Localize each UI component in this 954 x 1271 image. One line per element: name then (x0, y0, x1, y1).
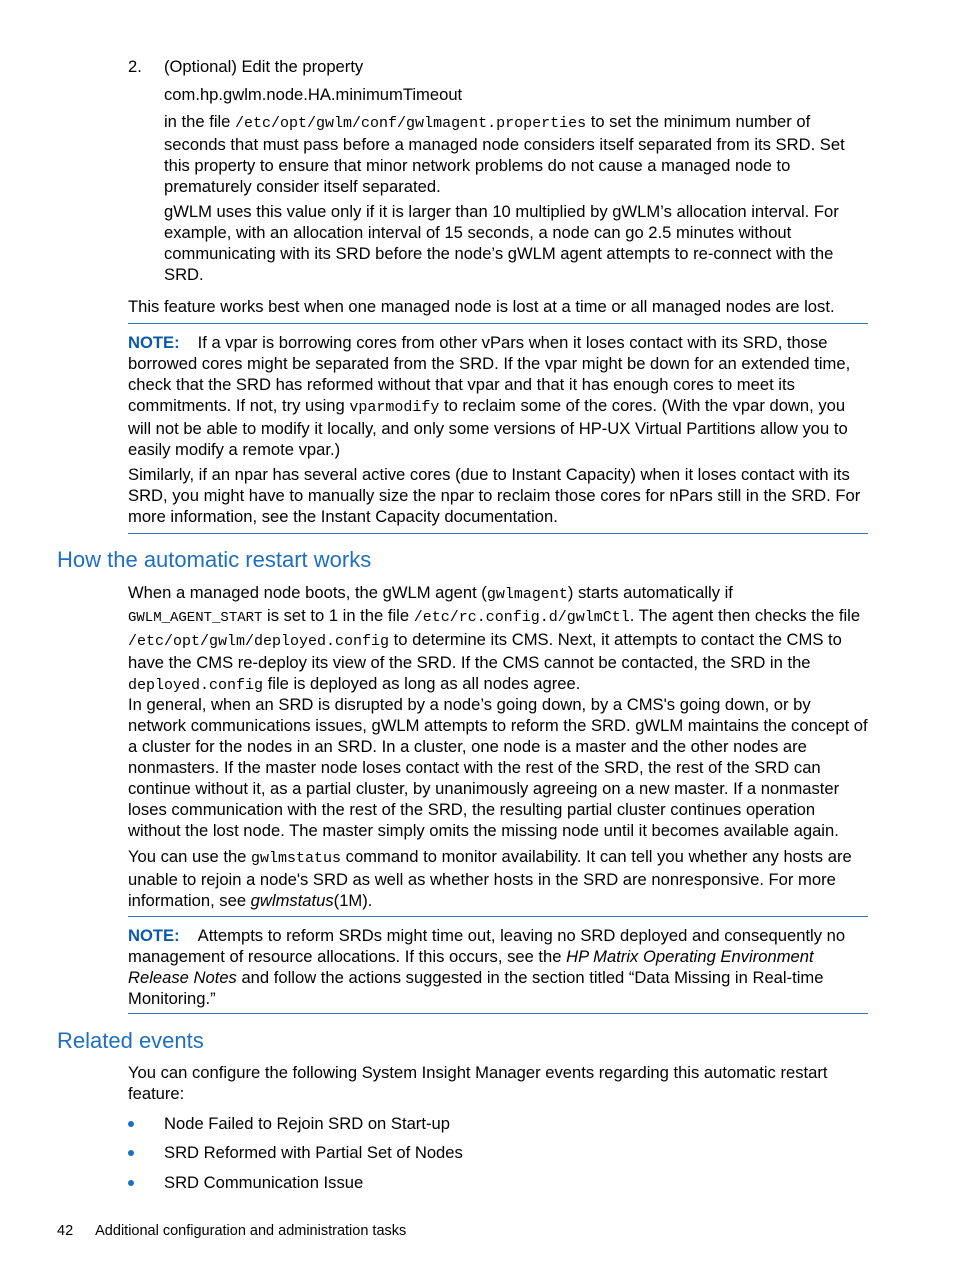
file-path: deployed.config (128, 677, 264, 694)
document-page: 2. (Optional) Edit the property com.hp.gwlm.node.HA.minimumTimeout in the file /etc/opt/gwlm/conf/gwlmagent.properties to set the minimum number of seconds that must pass before a managed node considers itself separated from its SRD. Set this property to ensure that minor network problems do not cause a managed node to prematurely consider itself separated. gWLM uses this value only if it is larger than 10 multiplied by gWLM’s allocation interval. For example, with an allocation interval of 15 seconds, a node can go 2.5 minutes without communicating with its SRD before the node’s gWLM agent attempts to re-connect with the SRD. This feature works best when one managed node is lost at a time or all managed nodes are lost. NOTE: If a vpar is borrowing cores from other vPars when it loses contact with its SRD, those borrowed cores might be separated from the SRD. If the vpar might be down for an extended time, check that the SRD has reformed without that vpar and that it has enough cores to meet its commitments. If not, try using vparmodify to reclaim some of the cores. (With the vpar down, you will not be able to modify it locally, and only some versions of HP-UX Virtual Partitions allow you to easily modify a remote vpar.) Similarly, if an npar has several active cores (due to Instant Capacity) when it loses contact with its SRD, you might have to manually size the npar to reclaim those cores for nPars still in the SRD. For more information, see the Instant Capacity documentation. How the automatic restart works When a managed node boots, the gWLM agent (gwlmagent) starts automatically if GWLM_AGENT_START is set to 1 in the file /etc/rc.config.d/gwlmCtl. The agent then checks the file /etc/opt/gwlm/deployed.config to determine its CMS. Next, it attempts to contact the CMS to have the CMS re-deploy its view of the SRD. If the CMS cannot be contacted, the SRD in the deployed.config file is deployed as long as all nodes agree. In general, when an SRD is disrupted by a node’s going down, by a CMS's going down, or by network communications issues, gWLM attempts to reform the SRD. gWLM maintains the concept of a cluster for the nodes in an SRD. In a cluster, one node is a master and the other nodes are nonmasters. If the master node loses contact with the rest of the SRD, the rest of the SRD can continue without it, as a partial cluster, by unanimously agreeing on a new master. If a nonmaster loses communication with the rest of the SRD, the resulting partial cluster continues operation without the lost node. The master simply omits the missing node until it becomes available again. You can use the gwlmstatus command to monitor availability. It can tell you whether any hosts are unable to rejoin a node's SRD as well as whether hosts in the SRD are nonresponsive. For more information, see gwlmstatus(1M). NOTE: Attempts to reform SRDs might time out, leaving no SRD deployed and consequently no management of resource allocations. If this occurs, see the HP Matrix Operating Environment Release Notes and follow the actions suggested in the section titled “Data Missing in Real-time Monitoring.” Related events You can configure the following System Insight Manager events regarding this automatic restart feature: Node Failed to Rejoin SRD on Start-up SRD Reformed with Partial Set of Nodes SRD Communication Issue 42 Additional configuration and administration tasks (57, 57, 868, 1239)
step-paragraph-1: in the file /etc/opt/gwlm/conf/gwlmagent.properties to set the minimum number of seconds that must pass before a managed node considers itself separated from its SRD. Set this property to ensure that minor network problems do not cause a managed node to prematurely consider itself separated. (164, 112, 845, 196)
note-paragraph-1: NOTE: If a vpar is borrowing cores from other vPars when it loses contact with its SRD, those borrowed cores might be separated from the SRD. If the vpar might be down for an extended time, check that the SRD has reformed without that vpar and that it has enough cores to meet its commitments. If not, try using vparmodify to reclaim some of the cores. (With the vpar down, you will not be able to modify it locally, and only some versions of HP-UX Virtual Partitions allow you to easily modify a remote vpar.) (128, 333, 851, 459)
env-variable: GWLM_AGENT_START (128, 610, 263, 626)
file-path: /etc/rc.config.d/gwlmCtl (413, 609, 630, 626)
command-name: gwlmstatus (251, 850, 342, 867)
note-paragraph-2: Similarly, if an npar has several active cores (due to Instant Capacity) when it loses contact with its SRD, you might have to manually size the npar to reclaim those cores for nPars still in the SRD. For more information, see the Instant Capacity documentation. (128, 465, 861, 526)
section-paragraph-1: When a managed node boots, the gWLM agent (gwlmagent) starts automatically if GWLM_AGENT_START is set to 1 in the file /etc/rc.config.d/gwlmCtl. The agent then checks the file /etc/opt/gwlm/deployed.config to determine its CMS. Next, it attempts to contact the CMS to have the CMS re-deploy its view of the SRD. If the CMS cannot be contacted, the SRD in the deployed.config file is deployed as long as all nodes agree. (128, 583, 861, 694)
section-paragraph-3: You can use the gwlmstatus command to monitor availability. It can tell you whether any hosts are unable to rejoin a node's SRD as well as whether hosts in the SRD are nonresponsive. For more information, see gwlmstatus(1M). (128, 847, 852, 910)
property-name: com.hp.gwlm.node.HA.minimumTimeout (164, 85, 463, 104)
note-label: NOTE: (128, 333, 180, 352)
bullet-icon (128, 1180, 134, 1186)
command-name: vparmodify (349, 399, 440, 416)
section-heading: How the automatic restart works (57, 547, 372, 572)
bullet-icon (128, 1121, 134, 1127)
page-footer (57, 1222, 406, 1240)
document-reference: HP Matrix Operating Environment Release Notes (128, 947, 814, 987)
manpage-reference: gwlmstatus (250, 891, 334, 910)
note-top-rule (128, 323, 868, 324)
section-heading: Related events (57, 1028, 204, 1053)
section-intro: You can configure the following System Insight Manager events regarding this automatic restart feature: (128, 1063, 828, 1103)
page-number: 42 (57, 1223, 74, 1239)
note-bottom-rule (128, 533, 868, 534)
section-paragraph-2: In general, when an SRD is disrupted by a node’s going down, by a CMS's going down, or by network communications issues, gWLM attempts to reform the SRD. gWLM maintains the concept of a cluster for the nodes in an SRD. In a cluster, one node is a master and the other nodes are nonmasters. If the master node loses contact with the rest of the SRD, the rest of the SRD can continue without it, as a partial cluster, by unanimously agreeing on a new master. If a nonmaster loses communication with the rest of the SRD, the resulting partial cluster continues operation without the lost node. The master simply omits the missing node until it becomes available again. (128, 695, 868, 840)
step-intro: (Optional) Edit the property (164, 57, 364, 76)
feature-paragraph: This feature works best when one managed node is lost at a time or all managed nodes are lost. (128, 297, 835, 316)
note-label: NOTE: (128, 926, 180, 945)
file-path: /etc/opt/gwlm/conf/gwlmagent.properties (235, 115, 587, 132)
footer-title: Additional configuration and administration tasks (95, 1223, 407, 1239)
note-paragraph: NOTE: Attempts to reform SRDs might time out, leaving no SRD deployed and consequently no management of resource allocations. If this occurs, see the HP Matrix Operating Environment Release Notes and follow the actions suggested in the section titled “Data Missing in Real-time Monitoring.” (128, 926, 846, 1008)
step-number: 2. (128, 57, 142, 76)
step-paragraph-2: gWLM uses this value only if it is larger than 10 multiplied by gWLM’s allocation interval. For example, with an allocation interval of 15 seconds, a node can go 2.5 minutes without communicating with its SRD before the node’s gWLM agent attempts to re-connect with the SRD. (164, 202, 839, 284)
note-top-rule (128, 916, 868, 917)
note-bottom-rule (128, 1013, 868, 1014)
file-path: /etc/opt/gwlm/deployed.config (128, 633, 390, 650)
agent-name: gwlmagent (486, 586, 568, 603)
bullet-icon (128, 1150, 134, 1156)
